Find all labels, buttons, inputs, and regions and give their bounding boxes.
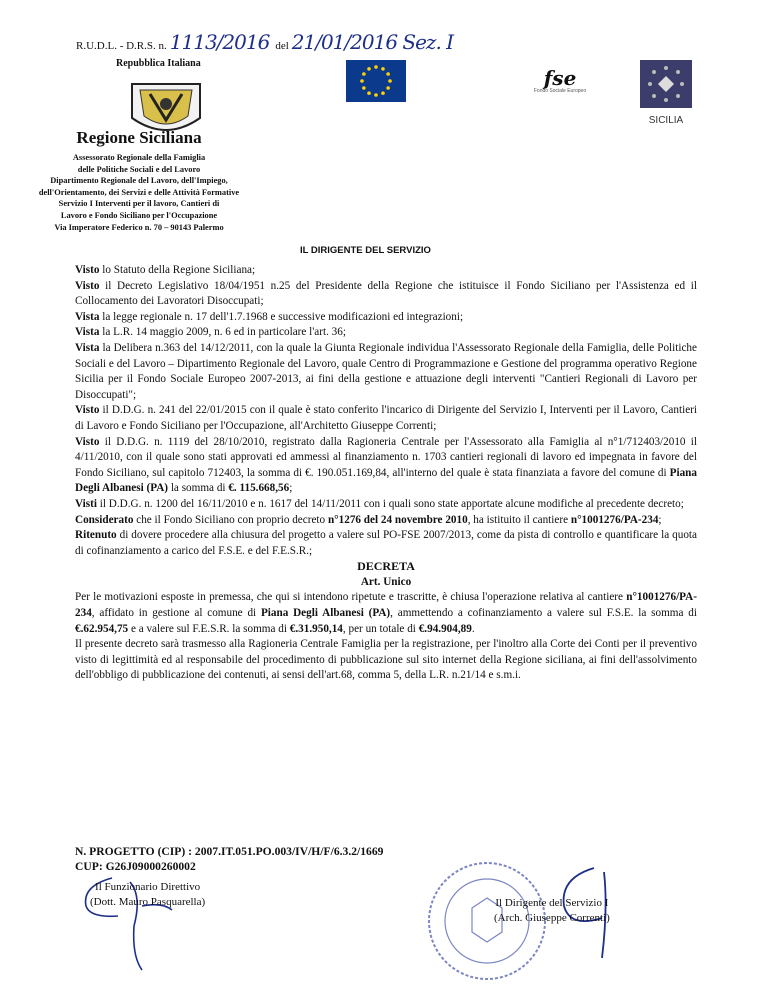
decree-title: DECRETA — [357, 559, 415, 574]
premise-paragraph: Visto il D.D.G. n. 1119 del 28/10/2010, registrato dalla Ragioneria Centrale per l'Assessorato alla Famiglia al n°1/712403/2010 il 4/11/2010, con il quale sono stati approvati ed ammessi al finanziamento n. 1703 cantieri regionali di lavoro ed impegnata in favore del Fondo Siciliano, sul capitolo 712403, la somma di €. 190.051.169,84, all'interno del quale è stata finanziata a favore del comune di Piana Degli Albanesi (PA) la somma di €. 115.668,56; — [75, 435, 697, 495]
premise-paragraph: Vista la legge regionale n. 17 dell'1.7.1968 e successive modificazioni ed integrazioni; — [75, 310, 464, 323]
section-heading: IL DIRIGENTE DEL SERVIZIO — [300, 245, 431, 256]
premise-paragraph: Vista la L.R. 14 maggio 2009, n. 6 ed in particolare l'art. 36; — [75, 326, 346, 339]
eu-star-icon — [386, 86, 390, 90]
premise-paragraph: Visto il D.D.G. n. 241 del 22/01/2015 con il quale è stato conferito l'incarico di Dirigente del Servizio I, Interventi per il Lavoro, Cantieri di Lavoro e Fondo Siciliano per l'Occupazione, all'Architetto Giuseppe Correnti; — [75, 404, 697, 432]
office-line: Servizio I Interventi per il lavoro, Cantieri di — [58, 199, 220, 209]
office-line: Dipartimento Regionale del Lavoro, dell'Impiego, — [50, 176, 228, 186]
signature-right — [494, 896, 610, 926]
office-line: Assessorato Regionale della Famiglia — [72, 153, 206, 162]
eu-star-icon — [386, 72, 390, 76]
eu-star-icon — [360, 79, 364, 83]
office-line: Via Imperatore Federico n. 70 – 90143 Palermo — [54, 222, 224, 232]
fse-caption: Fondo Sociale Europeo — [533, 88, 587, 94]
eu-star-icon — [374, 65, 378, 69]
office-line: dell'Orientamento, dei Servizi e delle Attività Formative — [38, 187, 240, 197]
signature-left — [90, 880, 205, 910]
premise-paragraph: Vista la Delibera n.363 del 14/12/2011, con la quale la Giunta Regionale individua l'Assessorato Regionale della Famiglia, delle Politiche Sociali e del Lavoro – Dipartimento Regionale del Lavoro, quale Centro di Programmazione e Gestione del programma operativo Regione Sicilia per il Fondo Sociale Europeo 2007-2013, ai fini della gestione e attuazione degli interventi "Cantieri Regionali di Lavoro per Disoccupati"; — [75, 341, 697, 401]
republic-label: Repubblica Italiana — [116, 58, 201, 69]
eu-flag-logo — [344, 58, 408, 112]
premise-paragraph: Ritenuto di dovere procedere alla chiusura del progetto a valere sul PO-FSE 2007/2013, come da pista di controllo e quantificare la quota di cofinanziamento a carico del F.S.E. e del F.E.S.R.; — [75, 529, 697, 557]
project-cup: CUP: G26J09000260002 — [75, 860, 196, 873]
region-header-block — [34, 128, 244, 233]
ref-del-label: del — [275, 40, 289, 52]
signature-left-name: (Dott. Mauro Pasquarella) — [90, 896, 206, 908]
eu-star-icon — [362, 86, 366, 90]
ref-date-handwritten: 21/01/2016 Sez. I — [291, 30, 454, 54]
ref-number-handwritten: 1113/2016 — [169, 30, 270, 54]
signature-right-name: (Arch. Giuseppe Correnti) — [494, 912, 610, 924]
signature-right-title: Il Dirigente del Servizio I — [495, 897, 609, 909]
registration-reference — [76, 30, 459, 54]
fse-logo — [520, 68, 600, 108]
fse-mark: fse — [543, 66, 577, 90]
article-paragraph: Il presente decreto sarà trasmesso alla Ragioneria Centrale Famiglia per la registrazione, per l'inoltro alla Corte dei Conti per il preventivo visto di legittimità ed al responsabile del procedimento di pubblicazione sul sito internet della Regione siciliana, ai fini dell'assolvimento dell'obbligo di pubblicazione dei contenuti, ai sensi dell'art.68, comma 5, della L.R. n.21/14 e s.m.i. — [75, 638, 697, 682]
sicilia-label: SICILIA — [648, 115, 684, 126]
premise-paragraph: Considerato che il Fondo Siciliano con proprio decreto n°1276 del 24 novembre 2010, ha istituito il cantiere n°1001276/PA-234; — [75, 513, 662, 526]
region-title: Regione Siciliana — [76, 128, 202, 147]
premise-paragraph: Visto lo Statuto della Regione Siciliana; — [75, 264, 256, 276]
eu-star-icon — [367, 91, 371, 95]
sicilia-logo — [636, 58, 696, 124]
eu-star-icon — [374, 93, 378, 97]
eu-star-icon — [381, 91, 385, 95]
eu-star-icon — [362, 72, 366, 76]
eu-star-icon — [367, 67, 371, 71]
office-line: delle Politiche Sociali e del Lavoro — [77, 164, 201, 174]
article-paragraph: Per le motivazioni esposte in premessa, che qui si intendono ripetute e trascritte, è chiusa l'operazione relativa al cantiere n°1001276/PA-234, affidato in gestione al comune di Piana Degli Albanesi (PA), ammettendo a cofinanziamento a valere sul F.S.E. la somma di €.62.954,75 e a valere sul F.E.S.R. la somma di €.31.950,14, per un totale di €.94.904,89. — [75, 591, 697, 635]
ref-prefix: R.U.D.L. - D.R.S. n. — [76, 40, 167, 52]
article-title: Art. Unico — [360, 575, 412, 588]
eu-star-icon — [381, 67, 385, 71]
sicilia-emblem-icon — [636, 58, 696, 110]
eu-star-icon — [388, 79, 392, 83]
signature-left-title: Il Funzionario Direttivo — [95, 881, 201, 893]
project-cip: N. PROGETTO (CIP) : 2007.IT.051.PO.003/IV/H/F/6.3.2/1669 — [75, 845, 384, 858]
premise-paragraph: Visti il D.D.G. n. 1200 del 16/11/2010 e n. 1617 del 14/11/2011 con i quali sono state apportate alcune modifiche al precedente decreto; — [75, 497, 684, 510]
premise-paragraph: Visto il Decreto Legislativo 18/04/1951 n.25 del Presidente della Regione che istituisce il Fondo Siciliano per l'Assistenza ed il Collocamento dei Lavoratori Disoccupati; — [75, 279, 697, 308]
office-line: Lavoro e Fondo Siciliano per l'Occupazione — [60, 210, 218, 220]
decree-body — [75, 263, 697, 684]
